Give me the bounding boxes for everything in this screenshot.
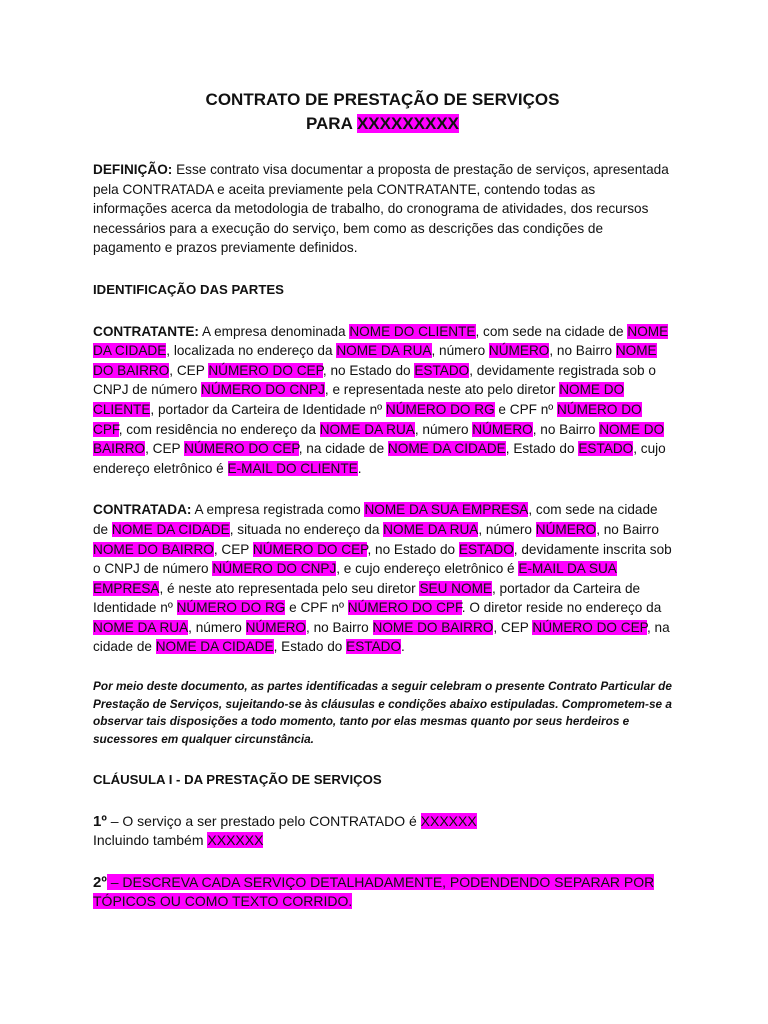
placeholder-field: NÚMERO DO CPF [347, 600, 462, 616]
contratante-paragraph [93, 322, 672, 479]
paragraph-text: , com residência no endereço da [118, 421, 320, 437]
placeholder-field: ESTADO [578, 441, 634, 457]
placeholder-field: NOME DA SUA EMPRESA [364, 502, 529, 518]
paragraph-text: , CEP [213, 541, 253, 557]
placeholder-field: NÚMERO DO RG [176, 600, 286, 616]
paragraph-text: , na cidade de [298, 441, 388, 457]
placeholder-field: NOME DO BAIRRO [372, 619, 494, 635]
placeholder-field: NOME DO CLIENTE [349, 323, 476, 339]
paragraph-text: , no Bairro [532, 421, 600, 437]
placeholder-field: NÚMERO [535, 521, 597, 537]
placeholder-field: NOME DO BAIRRO [93, 541, 214, 557]
title-line-1: CONTRATO DE PRESTAÇÃO DE SERVIÇOS [205, 90, 560, 109]
paragraph-text: , localizada no endereço da [166, 343, 337, 359]
placeholder-field: NOME DA CIDADE [387, 441, 506, 457]
paragraph-text: . O diretor reside no endereço da [461, 600, 662, 616]
item-line-2: Incluindo também [93, 832, 208, 849]
paragraph-text: , no Bairro [596, 521, 659, 537]
item-number: 1º [93, 812, 107, 830]
paragraph-text: , cujo endereço eletrônico é [93, 441, 666, 476]
paragraph-text: , CEP [145, 441, 185, 457]
paragraph-text: , CEP [493, 619, 533, 635]
paragraph-text: , com sede na cidade de [93, 502, 658, 537]
paragraph-text: , número [478, 521, 536, 537]
service-placeholder: XXXXXX [420, 812, 477, 829]
party-label: CONTRATANTE: [93, 323, 199, 339]
parties-heading: IDENTIFICAÇÃO DAS PARTES [93, 281, 284, 297]
placeholder-field: NOME DO CLIENTE [93, 382, 625, 417]
paragraph-text: , número [414, 421, 473, 437]
placeholder-field: NOME DA CIDADE [111, 521, 230, 537]
paragraph-text: e CPF nº [285, 600, 348, 616]
placeholder-field: ESTADO [346, 639, 402, 655]
placeholder-field: E-MAIL DO CLIENTE [227, 460, 358, 476]
placeholder-field: NOME DA CIDADE [93, 323, 669, 359]
item-dash: – [106, 873, 123, 890]
definition-text: Esse contrato visa documentar a proposta de prestação de serviços, apresentada pela CONTRATADA e aceita previamente pela CONTRATANTE, contendo todas as informações acerca da metodologia de trabalho, do cronograma de atividades, dos recursos necessários para a execução do serviço, bem como as descrições das condições de pagamento e prazos previamente definidos. [93, 162, 669, 256]
contratada-paragraph [93, 500, 672, 657]
paragraph-text: , com sede na cidade de [475, 323, 628, 339]
item-text: O serviço a ser prestado pelo CONTRATADO é [122, 812, 421, 829]
placeholder-field: E-MAIL DA SUA EMPRESA [93, 561, 617, 596]
placeholder-field: NOME DA RUA [383, 521, 479, 537]
placeholder-field: NÚMERO [488, 343, 550, 359]
definition-paragraph [93, 160, 672, 258]
paragraph-text: , portador da Carteira de Identidade nº [150, 401, 386, 417]
paragraph-text: , na cidade de [93, 619, 670, 655]
placeholder-field: NOME DO BAIRRO [93, 343, 657, 378]
paragraph-text: , Estado do [273, 639, 347, 655]
paragraph-text: e CPF nº [494, 401, 558, 417]
paragraph-text: , devidamente inscrita sob o CNPJ de número [93, 541, 672, 577]
contract-title [93, 88, 672, 136]
placeholder-field: NÚMERO DO RG [385, 401, 495, 417]
paragraph-text: , no Bairro [549, 343, 616, 359]
clause-1-item-1 [93, 812, 672, 851]
placeholder-field: NÚMERO [472, 421, 533, 437]
placeholder-field: NÚMERO DO CPF [93, 401, 642, 437]
paragraph-text: , devidamente registrada sob o CNPJ de número [93, 362, 656, 398]
title-prefix: PARA [305, 114, 353, 133]
placeholder-field: NÚMERO DO CEP [252, 541, 368, 557]
title-line-2 [93, 112, 672, 136]
paragraph-text: , CEP [169, 362, 209, 378]
paragraph-text: , número [188, 619, 246, 635]
paragraph-text: . [401, 639, 405, 655]
item-number: 2º [93, 873, 107, 891]
placeholder-field: NOME DO BAIRRO [93, 421, 665, 457]
paragraph-text: , no Estado do [367, 541, 459, 557]
description-placeholder: DESCREVA CADA SERVIÇO DETALHADAMENTE, PODENDENDO SEPARAR POR TÓPICOS OU COMO TEXTO CORRIDO. [93, 873, 655, 910]
paragraph-text: . [357, 460, 362, 476]
paragraph-text: , é neste ato representada pelo seu diretor [159, 580, 420, 596]
placeholder-field: ESTADO [458, 541, 514, 557]
clause-1-item-2 [93, 873, 672, 912]
placeholder-field: ESTADO [414, 362, 470, 378]
clause-1-heading: CLÁUSULA I - DA PRESTAÇÃO DE SERVIÇOS [93, 772, 382, 788]
paragraph-text: , Estado do [505, 441, 579, 457]
placeholder-field: NÚMERO DO CEP [532, 619, 647, 635]
placeholder-field: NOME DA CIDADE [155, 639, 274, 655]
title-placeholder: XXXXXXXXX [356, 114, 460, 133]
placeholder-field: NÚMERO [245, 619, 307, 635]
included-placeholder: XXXXXX [207, 832, 264, 849]
item-dash: – [106, 812, 123, 829]
party-label: CONTRATADA: [93, 502, 192, 518]
paragraph-text: A empresa registrada como [191, 502, 365, 518]
paragraph-text: , no Bairro [306, 619, 373, 635]
paragraph-text: , situada no endereço da [229, 521, 384, 537]
placeholder-field: NÚMERO DO CNPJ [201, 382, 325, 398]
placeholder-field: NOME DA RUA [336, 343, 432, 359]
placeholder-field: NÚMERO DO CEP [208, 362, 323, 378]
preamble-note: Por meio deste documento, as partes identificadas a seguir celebram o presente Contrato Particular de Prestação de Serviços, sujeitando-se às cláusulas e condições abaixo estipuladas. Comprometem-se a observar tais disposições a todo momento, tanto por elas mesmas quanto por seus herdeiros e sucessores em qualquer circunstância. [93, 679, 672, 746]
paragraph-text: , número [431, 343, 489, 359]
definition-label: DEFINIÇÃO: [93, 162, 173, 177]
paragraph-text: , portador da Carteira de Identidade nº [93, 580, 641, 616]
paragraph-text: , e cujo endereço eletrônico é [336, 561, 519, 577]
paragraph-text: A empresa denominada [198, 323, 350, 339]
placeholder-field: NÚMERO DO CEP [184, 441, 299, 457]
placeholder-field: SEU NOME [419, 580, 492, 596]
paragraph-text: , no Estado do [322, 362, 415, 378]
placeholder-field: NÚMERO DO CNPJ [212, 561, 337, 577]
placeholder-field: NOME DA RUA [319, 421, 415, 437]
placeholder-field: NOME DA RUA [93, 619, 189, 635]
paragraph-text: , e representada neste ato pelo diretor [324, 382, 560, 398]
